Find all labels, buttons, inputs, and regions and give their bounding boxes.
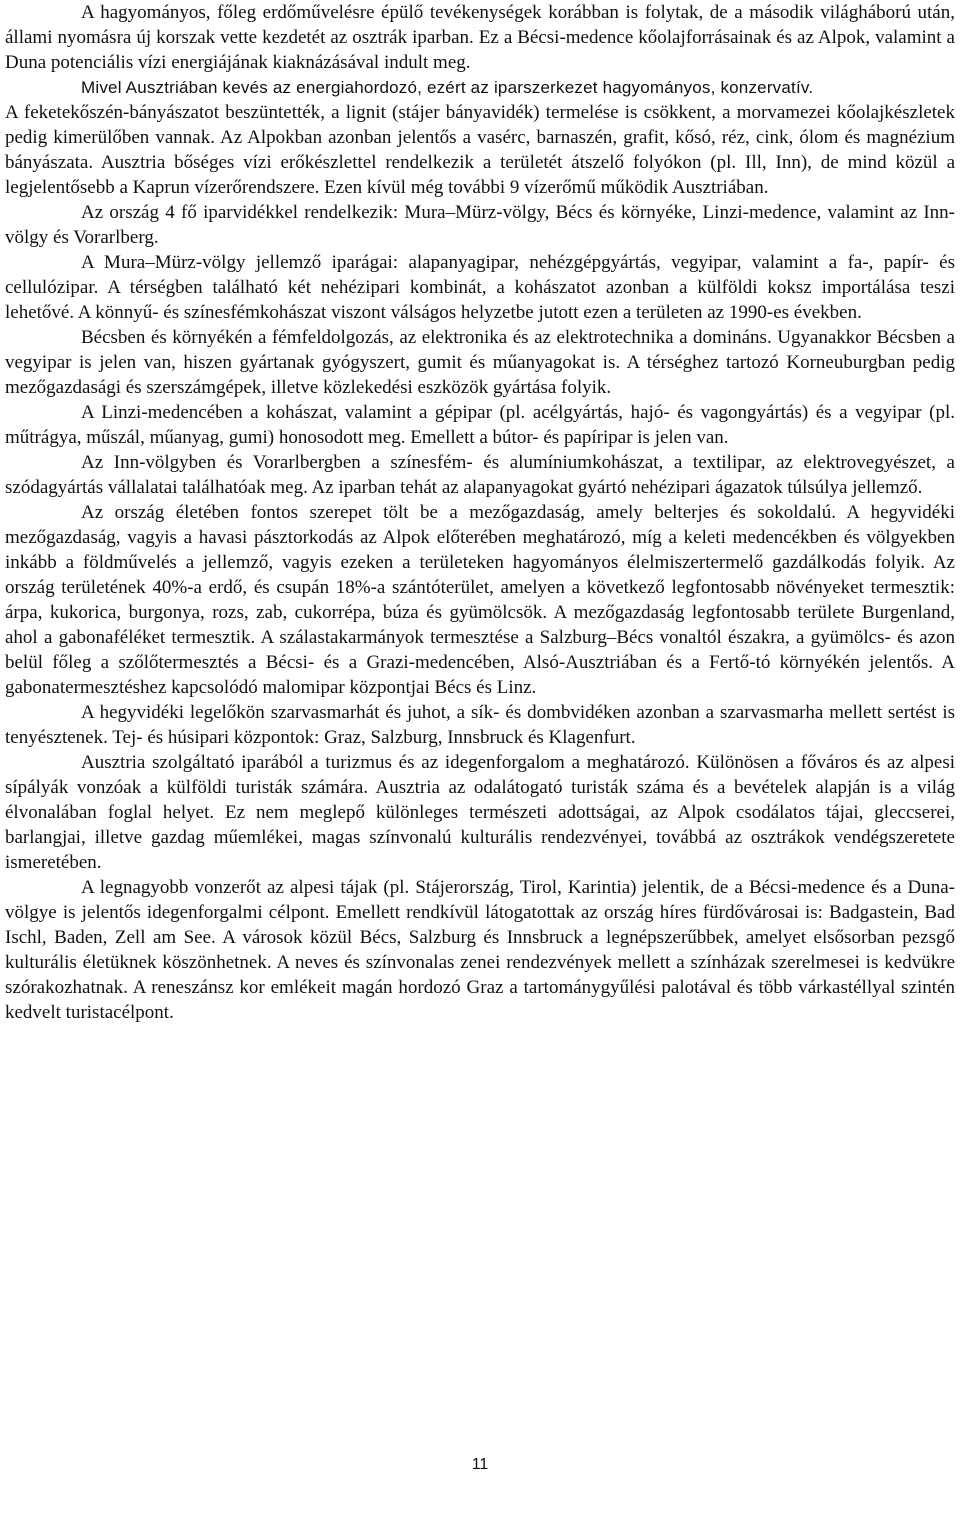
page-number: 11 (471, 1456, 489, 1473)
paragraph-8: Az Inn-völgyben és Vorarlbergben a színesfém- és alumíniumkohászat, a textilipar, az elektrovegyészet, a szódagyártás vállalatai találhatóak meg. Az iparban tehát az alapanyagokat gyártó nehézipari ágazatok túlsúlya jellemző. (5, 452, 955, 498)
paragraph-2: Mivel Ausztriában kevés az energiahordozó, ezért az iparszerkezet hagyományos, konzervatív. (81, 78, 814, 97)
paragraph-1: A hagyományos, főleg erdőművelésre épülő tevékenységek korábban is folytak, de a második világháború után, állami nyomásra új korszak vette kezdetét az osztrák iparban. Ez a Bécsi-medence kőolajforrásainak és az Alpok, valamint a Duna potenciális vízi energiájának kiaknázásával indult meg. (5, 2, 955, 73)
paragraph-11: Ausztria szolgáltató iparából a turizmus és az idegenforgalom a meghatározó. Különösen a főváros és az alpesi sípályák vonzóak a külföldi turisták számára. Ausztria az odalátogató turisták száma és a bevételek alapján is a világ élvonalában foglal helyet. Ez nem meglepő különleges természeti adottságai, az Alpok csodálatos tájai, gleccserei, barlangjai, illetve gazdag műemlékei, magas színvonalú kulturális rendezvényei, továbbá az osztrákok vendégszeretete ismeretében. (5, 752, 955, 873)
paragraph-6: Bécsben és környékén a fémfeldolgozás, az elektronika és az elektrotechnika a domináns. Ugyanakkor Bécsben a vegyipar is jelen van, hiszen gyártanak gyógyszert, gumit és műanyagokat is. A térséghez tartozó Korneuburgban pedig mezőgazdasági és szerszámgépek, illetve közlekedési eszközök gyártása folyik. (5, 327, 955, 398)
paragraph-3: A feketekőszén-bányászatot beszüntették, a lignit (stájer bányavidék) termelése is csökkent, a morvamezei kőolajkészletek pedig kimerülőben vannak. Az Alpokban azonban jelentős a vasérc, barnaszén, grafit, kősó, réz, cink, ólom és magnézium bányászata. Ausztria bőséges vízi erőkészlettel rendelkezik a területét átszelő folyókon (pl. Ill, Inn), de mind közül a legjelentősebb a Kaprun vízerőrendszere. Ezen kívül még további 9 vízerőmű működik Ausztriában. (5, 102, 955, 198)
paragraph-5: A Mura–Mürz-völgy jellemző iparágai: alapanyagipar, nehézgépgyártás, vegyipar, valamint a fa-, papír- és cellulózipar. A térségben található két nehézipari kombinát, a kohászatot azonban a külföldi koksz importálása teszi lehetővé. A könnyű- és színesfémkohászat viszont válságos helyzetbe jutott ezen a területen az 1990-es években. (5, 252, 955, 323)
paragraph-12: A legnagyobb vonzerőt az alpesi tájak (pl. Stájerország, Tirol, Karintia) jelentik, de a Bécsi-medence és a Duna-völgye is jelentős idegenforgalmi célpont. Emellett rendkívül látogatottak az ország híres fürdővárosai is: Badgastein, Bad Ischl, Baden, Zell am See. A városok közül Bécs, Salzburg és Innsbruck a legnépszerűbbek, amelyet elsősorban pezsgő kulturális életüknek köszönhetnek. A neves és színvonalas zenei rendezvények mellett a színházak szerelmesei is kedvükre szórakozhatnak. A reneszánsz kor emlékeit magán hordozó Graz a tartománygyűlési palotával és több várkastéllyal szintén kedvelt turistacélpont. (5, 877, 955, 1023)
paragraph-9: Az ország életében fontos szerepet tölt be a mezőgazdaság, amely belterjes és sokoldalú. A hegyvidéki mezőgazdaság, vagyis a havasi pásztorkodás az Alpok előterében meghatározó, míg a keleti medencékben és völgyekben inkább a földművelés a jellemző, vagyis ezeken a területeken hagyományos élelmiszertermelő gazdálkodás folyik. Az ország területének 40%-a erdő, és csupán 18%-a szántóterület, amelyen a következő legfontosabb növényeket termesztik: árpa, kukorica, burgonya, rozs, zab, cukorrépa, búza és gyümölcsök. A mezőgazdaság legfontosabb területe Burgenland, ahol a gabonaféléket termesztik. A szálastakarmányok termesztése a Salzburg–Bécs vonaltól északra, a gyümölcs- és azon belül főleg a szőlőtermesztés a Bécsi- és a Grazi-medencében, Alsó-Ausztriában és a Fertő-tó környékén jelentős. A gabonatermesztéshez kapcsolódó malomipar központjai Bécs és Linz. (5, 502, 955, 698)
paragraph-10: A hegyvidéki legelőkön szarvasmarhát és juhot, a sík- és dombvidéken azonban a szarvasmarha mellett sertést is tenyésztenek. Tej- és húsipari központok: Graz, Salzburg, Innsbruck és Klagenfurt. (5, 702, 955, 748)
document-body (5, 0, 955, 1025)
paragraph-7: A Linzi-medencében a kohászat, valamint a gépipar (pl. acélgyártás, hajó- és vagongyártás) és a vegyipar (pl. műtrágya, műszál, műanyag, gumi) honosodott meg. Emellett a bútor- és papíripar is jelen van. (5, 402, 955, 448)
paragraph-4: Az ország 4 fő iparvidékkel rendelkezik: Mura–Mürz-völgy, Bécs és környéke, Linzi-medence, valamint az Inn-völgy és Vorarlberg. (5, 202, 955, 248)
